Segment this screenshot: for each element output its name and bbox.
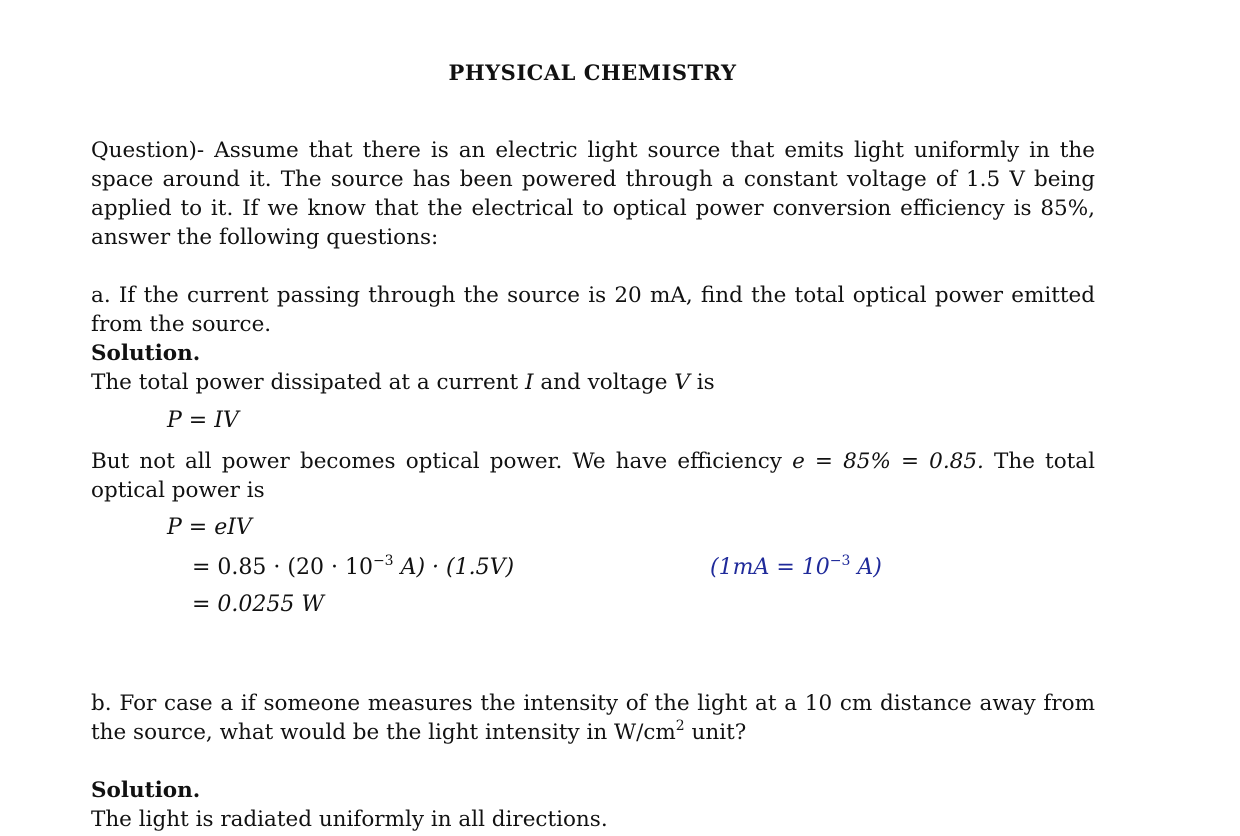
intro-text-2: and voltage [540,370,668,395]
question-text: Question)- Assume that there is an electric light source that emits light uniformly in the space around it. The source has been powered through a constant voltage of 1.5 V being applied to it. If we know that the electrical to optical power conversion efficiency is 85%, answer the following questions: [91,138,1095,250]
part-b-solution-label: Solution. [91,778,201,803]
page-title: PHYSICAL CHEMISTRY [448,60,737,85]
note-part-a: (1mA = 10 [710,555,830,580]
intro-text-1: The total power dissipated at a current [91,370,519,395]
efficiency-equation: e = 85% = 0.85. [792,449,984,474]
substitution-part-b: A) · (1.5V) [400,555,515,580]
part-b-question-exponent: 2 [675,718,685,734]
efficiency-text-2: The total optical power is [91,449,1095,503]
note-exponent: −3 [829,553,851,569]
part-b-question [91,689,1095,747]
equation-power-text: P = IV [167,408,239,433]
equation-substitution [192,553,514,583]
part-a-intro [91,368,715,397]
part-a-efficiency-text [91,447,1095,505]
part-b-question-text: b. For case a if someone measures the intensity of the light at a 10 cm distance away from the source, what would be the light intensity in W/cm [91,691,1095,745]
part-a-solution-label: Solution. [91,341,201,366]
part-b-question-end: unit? [684,720,747,745]
unit-conversion-note [710,553,882,583]
part-b-solution-text: The light is radiated uniformly in all directions. [91,807,608,832]
equation-optical-power-text: P = eIV [167,515,252,540]
substitution-exponent: −3 [372,553,394,569]
equation-result-text: = 0.0255 W [192,592,325,617]
efficiency-text-1: But not all power becomes optical power. We have efficiency [91,449,782,474]
intro-text-3: is [696,370,715,395]
voltage-variable: V [674,370,690,395]
current-variable: I [525,370,534,395]
part-a-question: a. If the current passing through the source is 20 mA, find the total optical power emitted from the source. [91,283,1095,337]
equation-optical-power [167,513,252,543]
equation-power [167,406,239,436]
substitution-part-a: = 0.85 · (20 · 10 [192,555,373,580]
equation-result [192,590,324,620]
note-part-b: A) [857,555,882,580]
